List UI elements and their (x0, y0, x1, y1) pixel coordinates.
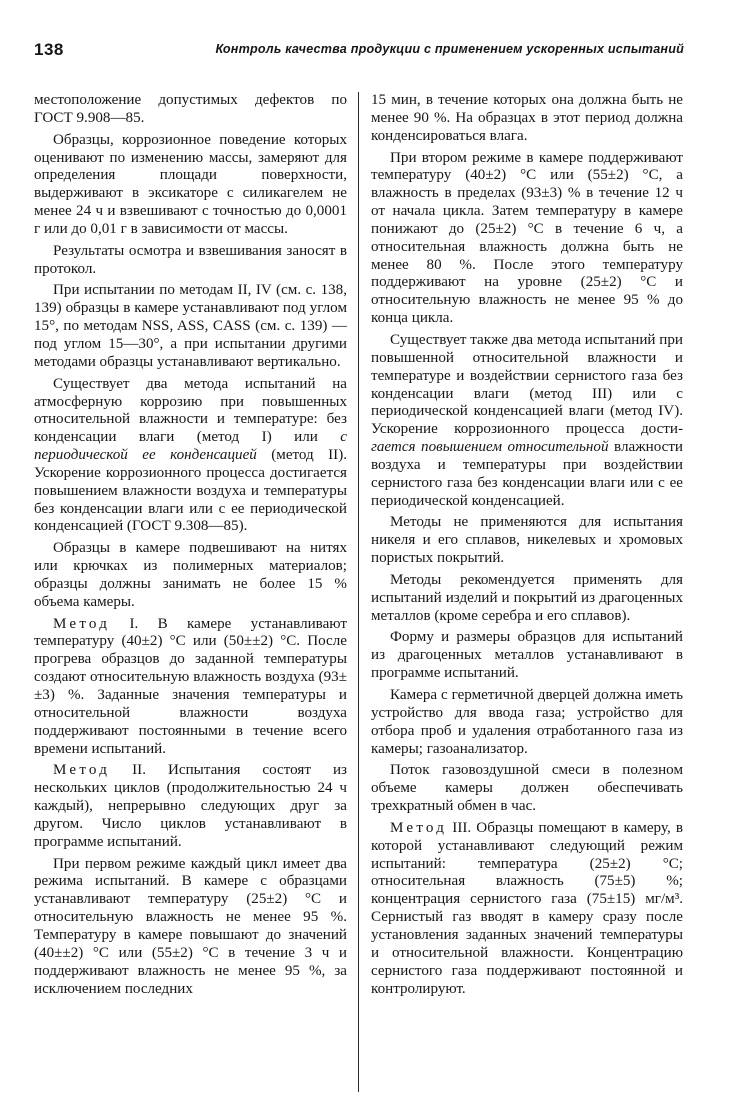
paragraph: Результаты осмотра и взвешивания заносят в протокол. (34, 242, 347, 277)
method-paragraph (34, 616, 347, 759)
paragraph: 15 мин, в течение которых она должна быть не менее 90 %. На образцах в этот период должна конденсироваться влага. (371, 92, 683, 144)
page-number: 138 (34, 40, 64, 59)
paragraph (371, 332, 683, 510)
italic-text: гается повышением относительной (371, 439, 609, 456)
paragraph-text: (метод II). Ускорение коррозионного процесса достигается повышением влажности воздуха и температуры без конденсации влаги или с ее периодической конденсацией (ГОСТ 9.308—85). (34, 447, 347, 535)
running-title: Контроль качества продукции с применением ускоренных испытаний (215, 42, 684, 56)
column-divider (358, 92, 359, 1092)
paragraph: Образцы в камере подвешивают на нитях или крючках из полимерных материалов; образцы должны занимать не более 15 % объема камеры. (34, 540, 347, 610)
paragraph: При втором режиме в камере поддерживают температуру (40±2) °С или (55±2) °С, а влажность в пределах (93±3) % в течение 12 ч от начала цикла. Затем температуру в камере понижают до (25±2) °С в течение 6 ч, а относительная влажность должна быть не менее 80 %. После этого температуру поддерживают на уровне (25±2) °С и относительную влажность не менее 95 % до конца цикла. (371, 149, 683, 327)
paragraph-text: II. Испытания состоят из нескольких циклов (продолжительностью 24 ч каждый), непрерывно следующих друг за другом. Число циклов устанавливают в программе испытаний. (34, 762, 347, 850)
paragraph-text: Существует два метода испытаний на атмосферную коррозию при повышенных относительной влажности и температуре: без конденсации влаги (метод I) или (34, 375, 347, 446)
paragraph-text: I. В камере устанавливают температуру (40±2) °С или (50±±2) °С. После прогрева образцов до заданной температуры создают относительную влажность воздуха (93±±3) %. Заданные значения температуры и относительной влажности воздуха поддерживают постоянными в течение всего времени испытаний. (34, 615, 347, 757)
method-label: Метод (390, 819, 448, 836)
right-column (371, 92, 683, 998)
paragraph: Методы рекомендуется применять для испытаний изделий и покрытий из драгоценных металлов (кроме серебра и его сплавов). (371, 571, 683, 624)
method-paragraph (34, 762, 347, 851)
paragraph: Форму и размеры образцов для испытаний из драгоценных металлов устанавливают в программе испытаний. (371, 629, 683, 682)
italic-text: с периодической ее конденсацией (34, 429, 347, 464)
paragraph-text: III. Образцы помещают в камеру, в которой устанавливают следующий режим испытаний: температура (25±2) °С; относительная влажность (75±5) %; концентрация сернистого газа (75±15) мг/м³. Сернистый газ вводят в камеру сразу после установления заданных значений температуры и относительной влажности. Концентрацию сернистого газа поддерживают постоянной и контролируют. (371, 819, 683, 997)
paragraph: При испытании по методам II, IV (см. с. 138, 139) образцы в камере устанавливают под углом 15°, по методам NSS, ASS, CASS (см. с. 139) — под углом 15—30°, а при испытании другими методами образцы устанавливают вертикально. (34, 282, 347, 370)
method-label: Метод (53, 762, 111, 779)
method-label: Метод (53, 615, 111, 632)
paragraph: Поток газовоздушной смеси в полезном объеме камеры должен обеспечивать трехкратный обмен в час. (371, 762, 683, 815)
left-column (34, 92, 347, 998)
paragraph: местоположение допустимых дефектов по ГОСТ 9.908—85. (34, 92, 347, 126)
paragraph: При первом режиме каждый цикл имеет два режима испытаний. В камере с образцами устанавливают температуру (25±2) °С и относительную влажность не менее 95 %. Температуру в камере повышают до значений (40±±2) °С или (55±2) °С в течение 3 ч и поддерживают влажность не менее 95 %, за исключением последних (34, 855, 347, 997)
paragraph (34, 376, 347, 537)
page-header (34, 40, 684, 64)
paragraph-text: Существует также два метода испытаний при повышенной относительной влажности и температуре и воздействии сернистого газа без конденсации влаги (метод III) или с периодической конденсацией влаги (метод IV). Ускорение коррозионного процесса дости- (371, 331, 683, 438)
paragraph: Методы не применяются для испытания никеля и его сплавов, никелевых и хромовых пористых покрытий. (371, 514, 683, 567)
paragraph-text: влажности воздуха и температуры при воздействии сернистого газа без конденсации влаги или с ее периодической конденсацией. (371, 439, 683, 509)
paragraph: Камера с герметичной дверцей должна иметь устройство для ввода газа; устройство для отбора проб и удаления отработанного газа из камеры; газоанализатор. (371, 687, 683, 757)
paragraph: Образцы, коррозионное поведение которых оценивают по изменению массы, замеряют для определения площади поверхности, выдерживают в эксикаторе с силикагелем не менее 24 ч и взвешивают с точностью до 0,0001 г или до 0,01 г в зависимости от массы. (34, 131, 347, 237)
method-paragraph (371, 820, 683, 998)
